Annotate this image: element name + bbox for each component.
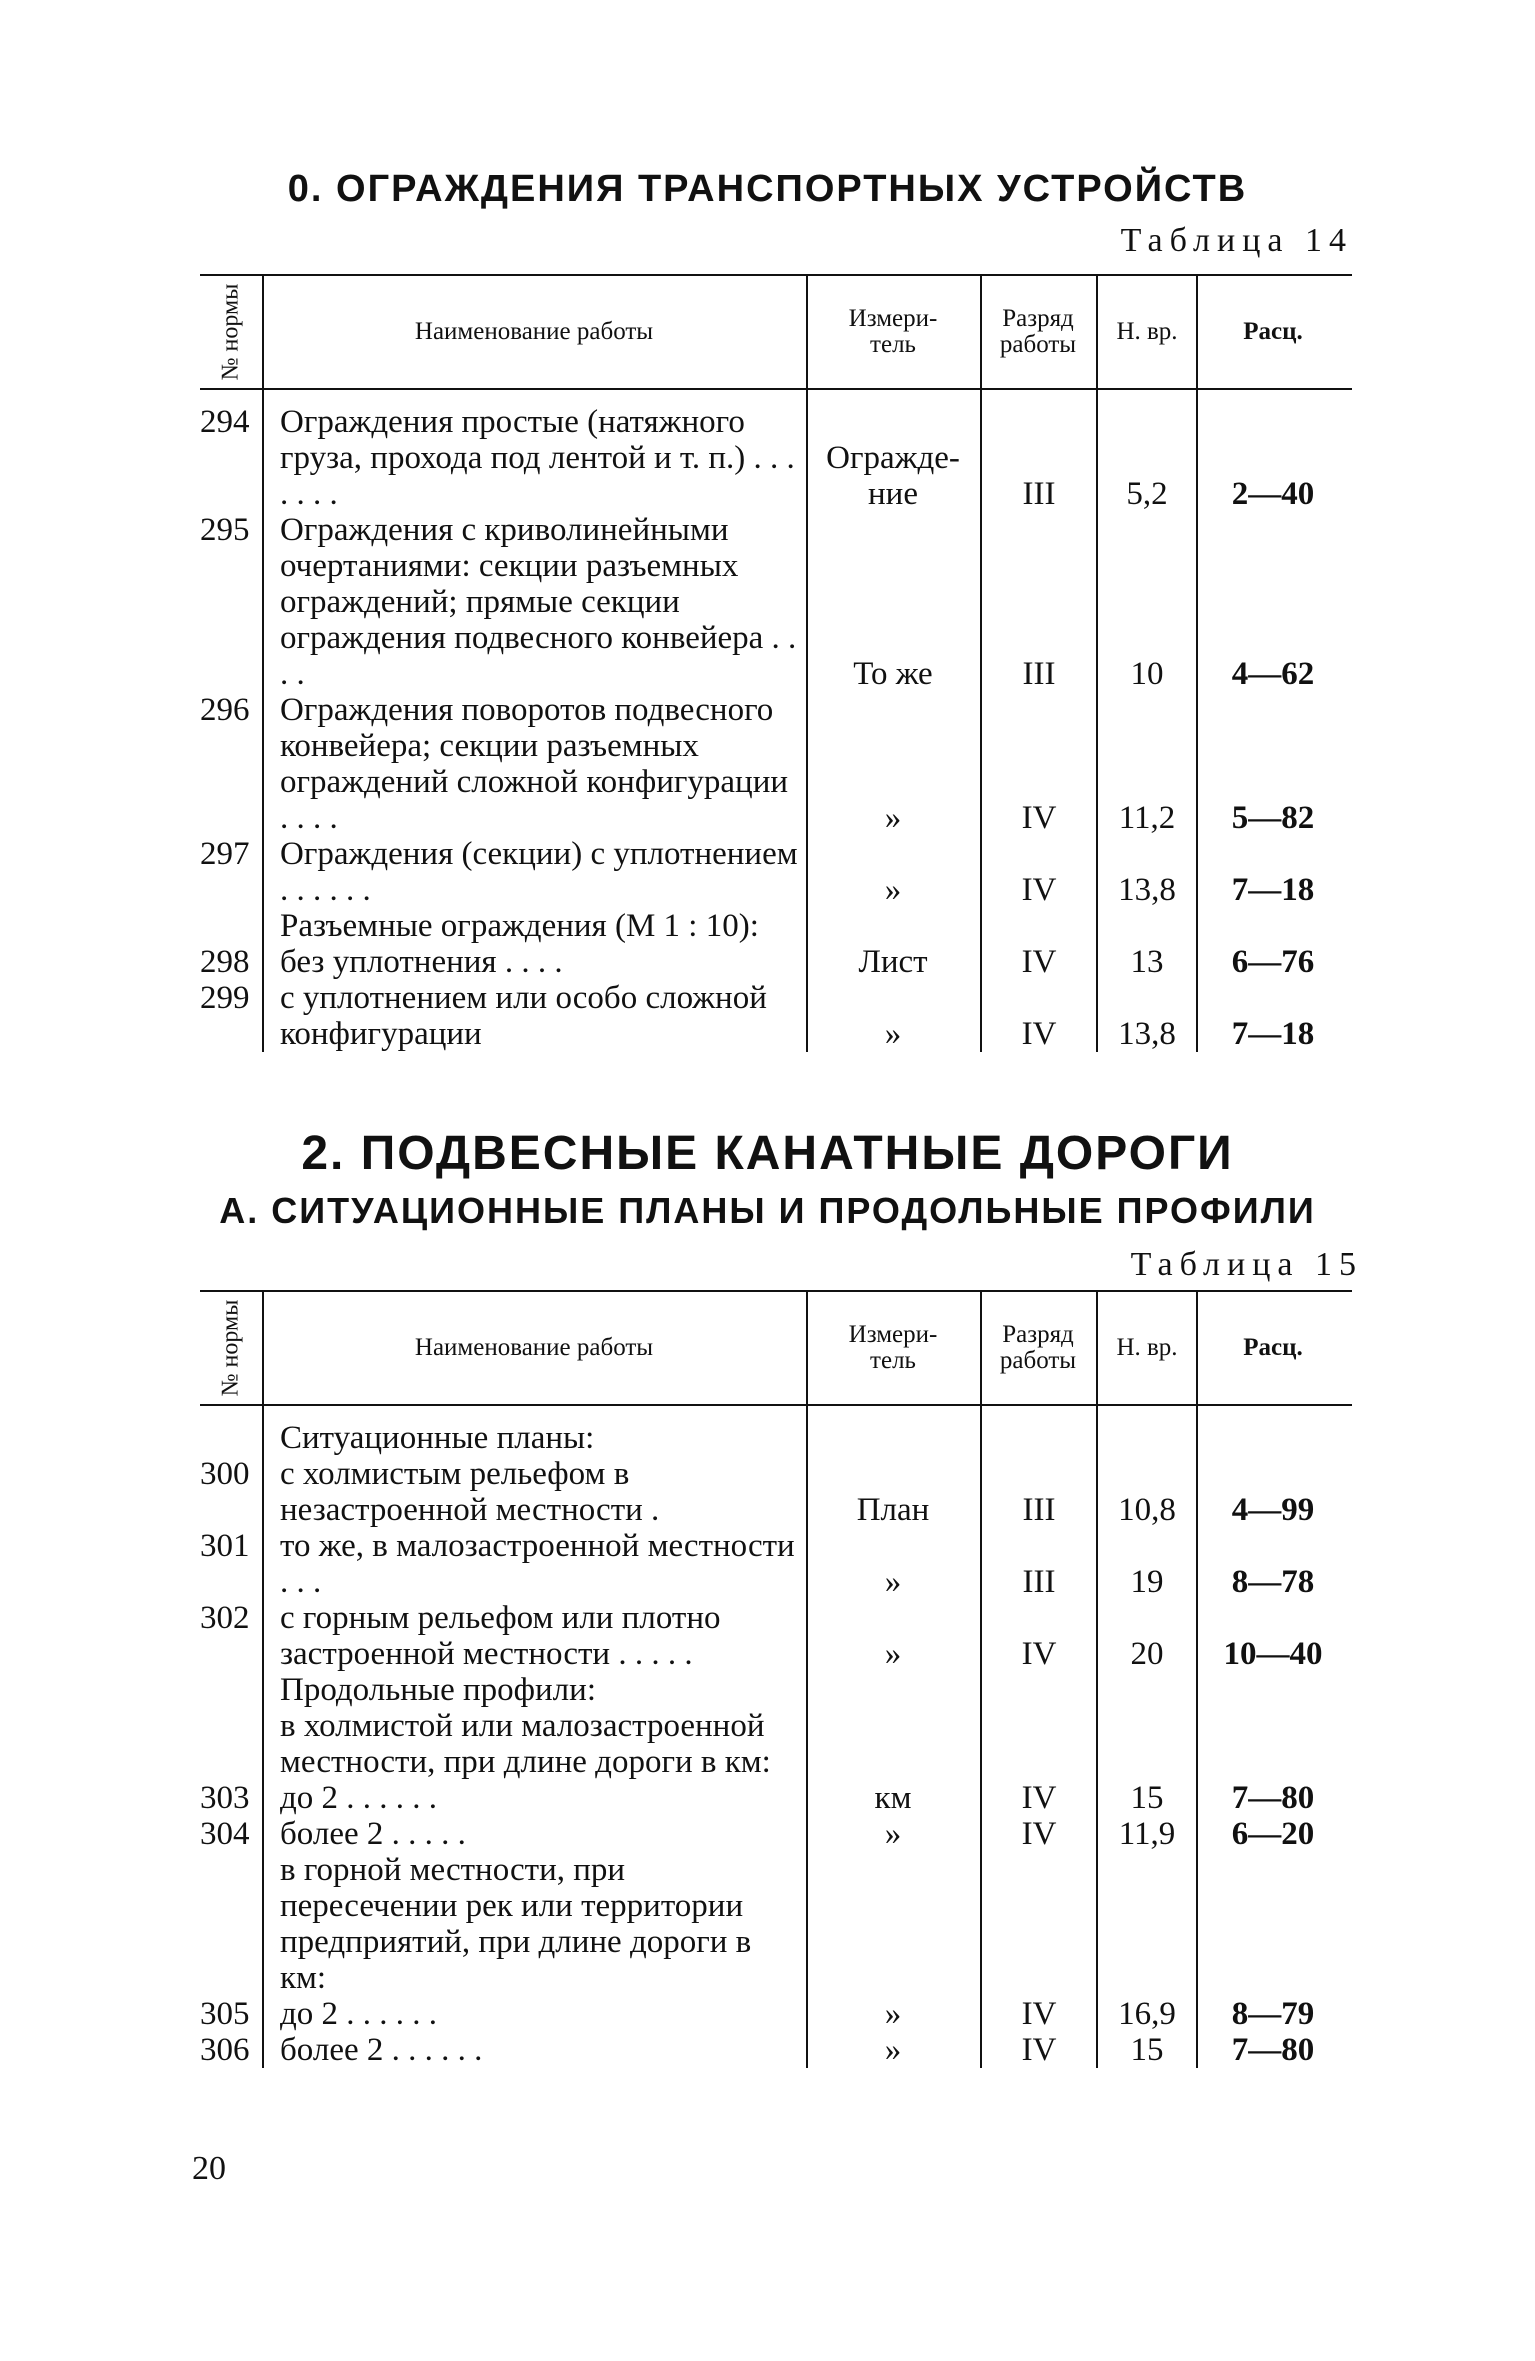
grade-cell: IV xyxy=(1021,1816,1057,1852)
work-name: то же, в малозастроенной местности . . . xyxy=(280,1528,795,1600)
grade-cell: IV xyxy=(1021,1996,1057,2032)
norm-time-cell xyxy=(1098,908,1196,944)
unit-cell xyxy=(808,1708,978,1780)
norm-time-cell: 19 xyxy=(1130,1564,1164,1600)
rate-cell: 5—82 xyxy=(1231,800,1315,836)
col-number-header: № нормы xyxy=(217,283,244,381)
norm-number: 295 xyxy=(200,512,250,548)
grade-cell: IV xyxy=(1021,800,1057,836)
col-rate-header: Расц. xyxy=(1243,318,1303,345)
table-row xyxy=(200,1996,1352,2032)
norm-time-cell: 13 xyxy=(1130,944,1164,980)
norm-number: 304 xyxy=(200,1816,250,1852)
table-14 xyxy=(200,274,1352,1052)
page-number: 20 xyxy=(192,2150,226,2187)
grade-cell xyxy=(980,1852,1098,1996)
grade-cell: IV xyxy=(1021,872,1057,908)
table-row xyxy=(200,1672,1352,1708)
table-row xyxy=(200,2032,1352,2068)
table-row xyxy=(200,1600,1352,1672)
col-number-header: № нормы xyxy=(217,1299,244,1397)
norm-time-cell: 5,2 xyxy=(1126,476,1168,512)
unit-cell: План xyxy=(856,1492,930,1528)
unit-cell: км xyxy=(874,1780,912,1816)
rate-cell: 7—18 xyxy=(1231,1016,1315,1052)
grade-cell xyxy=(980,1708,1098,1780)
table-row xyxy=(200,1780,1352,1816)
work-name: с горным рельефом или плотно застроенной местности . . . . . xyxy=(280,1600,721,1672)
work-name: Ограждения (секции) с уплотнением . . . . . . xyxy=(280,836,798,908)
norm-time-cell: 16,9 xyxy=(1118,1996,1176,2032)
rate-cell: 7—18 xyxy=(1231,872,1315,908)
work-name: без уплотнения . . . . xyxy=(280,944,563,980)
col-name-header: Наименование работы xyxy=(414,318,654,345)
unit-cell: » xyxy=(884,1564,902,1600)
section-heading-0: 0. ОГРАЖДЕНИЯ ТРАНСПОРТНЫХ УСТРОЙСТВ xyxy=(287,168,1248,210)
grade-cell: III xyxy=(1022,1564,1056,1600)
unit-cell: » xyxy=(884,1996,902,2032)
work-name: Продольные профили: xyxy=(280,1672,596,1708)
norm-time-cell: 15 xyxy=(1130,1780,1164,1816)
unit-cell: Огражде-ние xyxy=(826,440,960,512)
norm-time-cell: 11,2 xyxy=(1118,800,1176,836)
col-norm-header: Н. вр. xyxy=(1116,318,1178,345)
table-row xyxy=(200,980,1352,1052)
grade-cell: III xyxy=(1022,656,1056,692)
norm-time-cell: 10,8 xyxy=(1118,1492,1176,1528)
norm-number: 302 xyxy=(200,1600,250,1636)
table-15 xyxy=(200,1290,1352,2068)
unit-cell: » xyxy=(884,2032,902,2068)
table-row xyxy=(200,1528,1352,1600)
table-15-body xyxy=(200,1406,1352,2068)
norm-time-cell: 13,8 xyxy=(1118,872,1176,908)
rate-cell: 10—40 xyxy=(1223,1636,1323,1672)
work-name: Ограждения поворотов подвесного конвейера; секции разъемных ограждений сложной конфигурации . . . . xyxy=(280,692,789,836)
table-14-caption: Таблица 14 xyxy=(1120,222,1353,259)
grade-cell xyxy=(980,1672,1098,1708)
unit-cell: То же xyxy=(853,656,933,692)
table-row xyxy=(200,512,1352,692)
work-name: Ситуационные планы: xyxy=(280,1420,595,1456)
grade-cell: IV xyxy=(1021,1780,1057,1816)
col-rate-header: Расц. xyxy=(1243,1334,1303,1361)
col-grade-header: Разряд работы xyxy=(999,305,1077,358)
work-name: с холмистым рельефом в незастроенной местности . xyxy=(280,1456,660,1528)
rate-cell: 2—40 xyxy=(1231,476,1315,512)
work-name: до 2 . . . . . . xyxy=(280,1780,438,1816)
work-name: более 2 . . . . . xyxy=(280,1816,466,1852)
norm-time-cell: 11,9 xyxy=(1118,1816,1176,1852)
norm-number: 300 xyxy=(200,1456,250,1492)
unit-cell xyxy=(808,1852,978,1996)
rate-cell: 4—62 xyxy=(1231,656,1315,692)
rate-cell: 7—80 xyxy=(1231,1780,1315,1816)
unit-cell xyxy=(808,908,978,944)
table-row xyxy=(200,836,1352,908)
unit-cell: » xyxy=(884,1016,902,1052)
rate-cell: 6—20 xyxy=(1231,1816,1315,1852)
norm-number: 296 xyxy=(200,692,250,728)
table-15-header xyxy=(200,1290,1352,1406)
table-row xyxy=(200,1420,1352,1456)
unit-cell: » xyxy=(884,872,902,908)
unit-cell: Лист xyxy=(858,944,928,980)
table-row xyxy=(200,692,1352,836)
unit-cell: » xyxy=(884,800,902,836)
work-name: в холмистой или малозастроенной местности, при длине дороги в км: xyxy=(280,1708,771,1780)
col-unit-header: Измери-тель xyxy=(848,1321,938,1374)
norm-number: 298 xyxy=(200,944,250,980)
norm-time-cell xyxy=(1098,1672,1196,1708)
grade-cell: IV xyxy=(1021,2032,1057,2068)
rate-cell: 8—78 xyxy=(1231,1564,1315,1600)
rate-cell xyxy=(1198,1420,1348,1456)
rate-cell: 6—76 xyxy=(1231,944,1315,980)
unit-cell: » xyxy=(884,1816,902,1852)
norm-time-cell: 15 xyxy=(1130,2032,1164,2068)
grade-cell: IV xyxy=(1021,1636,1057,1672)
table-row xyxy=(200,404,1352,512)
grade-cell xyxy=(980,1420,1098,1456)
norm-number: 303 xyxy=(200,1780,250,1816)
col-norm-header: Н. вр. xyxy=(1116,1334,1178,1361)
norm-time-cell: 20 xyxy=(1130,1636,1164,1672)
col-unit-header: Измери-тель xyxy=(848,305,938,358)
grade-cell: III xyxy=(1022,476,1056,512)
rate-cell xyxy=(1198,908,1348,944)
table-row xyxy=(200,1708,1352,1780)
table-14-header xyxy=(200,274,1352,390)
table-row xyxy=(200,1816,1352,1852)
table-row xyxy=(200,1852,1352,1996)
table-15-caption: Таблица 15 xyxy=(1130,1246,1363,1283)
norm-number: 299 xyxy=(200,980,250,1016)
subsection-heading-2a: А. СИТУАЦИОННЫЕ ПЛАНЫ И ПРОДОЛЬНЫЕ ПРОФИЛИ xyxy=(219,1190,1316,1231)
work-name: Ограждения с криволинейными очертаниями: секции разъемных ограждений; прямые секции ограждения подвесного конвейера . . . . xyxy=(280,512,797,692)
norm-time-cell xyxy=(1098,1420,1196,1456)
unit-cell xyxy=(808,1672,978,1708)
rate-cell: 7—80 xyxy=(1231,2032,1315,2068)
norm-number: 301 xyxy=(200,1528,250,1564)
work-name: Ограждения простые (натяжного груза, прохода под лентой и т. п.) . . . . . . . xyxy=(280,404,795,512)
table-row xyxy=(200,944,1352,980)
norm-time-cell: 13,8 xyxy=(1118,1016,1176,1052)
grade-cell xyxy=(980,908,1098,944)
table-14-body xyxy=(200,390,1352,1052)
work-name: более 2 . . . . . . xyxy=(280,2032,483,2068)
norm-number: 297 xyxy=(200,836,250,872)
work-name: Разъемные ограждения (М 1 : 10): xyxy=(280,908,759,944)
grade-cell: III xyxy=(1022,1492,1056,1528)
rate-cell xyxy=(1198,1708,1348,1780)
unit-cell: » xyxy=(884,1636,902,1672)
rate-cell xyxy=(1198,1672,1348,1708)
rate-cell: 8—79 xyxy=(1231,1996,1315,2032)
grade-cell: IV xyxy=(1021,1016,1057,1052)
section-heading-2: 2. ПОДВЕСНЫЕ КАНАТНЫЕ ДОРОГИ xyxy=(301,1127,1234,1180)
col-name-header: Наименование работы xyxy=(414,1334,654,1361)
work-name: с уплотнением или особо сложной конфигурации xyxy=(280,980,767,1052)
norm-time-cell xyxy=(1098,1708,1196,1780)
work-name: в горной местности, при пересечении рек или территории предприятий, при длине дороги в км: xyxy=(280,1852,752,1996)
rate-cell: 4—99 xyxy=(1231,1492,1315,1528)
norm-time-cell xyxy=(1098,1852,1196,1996)
unit-cell xyxy=(808,1420,978,1456)
norm-number: 294 xyxy=(200,404,250,440)
norm-number: 305 xyxy=(200,1996,250,2032)
rate-cell xyxy=(1198,1852,1348,1996)
grade-cell: IV xyxy=(1021,944,1057,980)
work-name: до 2 . . . . . . xyxy=(280,1996,438,2032)
table-row xyxy=(200,908,1352,944)
norm-number: 306 xyxy=(200,2032,250,2068)
norm-time-cell: 10 xyxy=(1130,656,1164,692)
table-row xyxy=(200,1456,1352,1528)
col-grade-header: Разряд работы xyxy=(999,1321,1077,1374)
